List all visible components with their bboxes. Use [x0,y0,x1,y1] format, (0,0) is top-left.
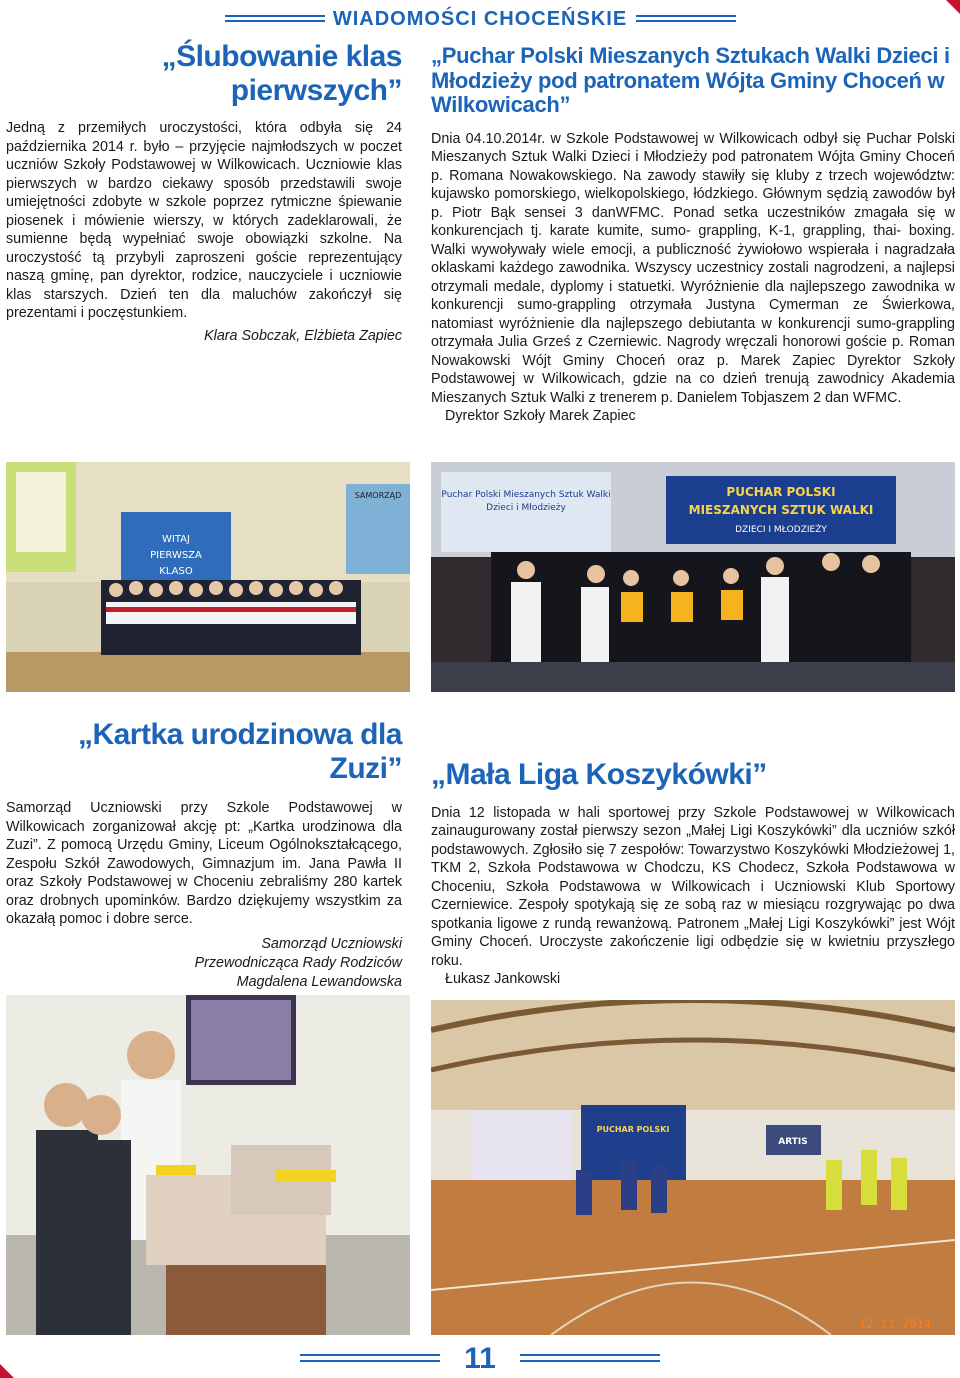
photo-basketball-hall [431,1000,955,1335]
banner-text: KLASO [159,566,193,577]
article-signature: Dyrektor Szkoły Marek Zapiec [445,408,636,425]
banner-text: MIESZANYCH SZTUK WALKI [688,503,874,517]
banner-text: DZIECI I MŁODZIEŻY [735,525,827,535]
page-header [0,6,960,34]
article-body: Jedną z przemiłych uroczystości, która odbyła się 24 października 2014 r. było – przyjęcie najmłodszych w poczet uczniów Szkoły Podstawowej w Wilkowicach. Uczniowie klas pierwszych w bardzo ciekawy sposób przedstawili swoje umiejętności zdobyte w szkole poprzez rytmiczne śpiewanie piosenek i mówienie wierszy, w których zadeklarowali, że sumienne będą wypełniać swoje obowiązki szkolne. Na uroczystość tą przybyli zaproszeni goście reprezentujący naszą gminę, pan dyrektor, rodzice, nauczyciele i uczniowie klas starszych. Dzień ten dla maluchów zakończył się prezentami i poczęstunkiem. [6,120,402,322]
article-title: „Ślubowanie klas pierwszych” [161,40,402,107]
article-mala-liga-koszykowki [431,758,955,989]
article-signature: Łukasz Jankowski [445,971,561,988]
banner-text: PIERWSZA [150,550,202,561]
banner-text: Dzieci i Młodzieży [486,503,566,513]
article-signature: Magdalena Lewandowska [236,973,402,990]
banner-text: PUCHAR POLSKI [726,485,836,499]
article-signature: Przewodnicząca Rady Rodziców [194,954,402,971]
banner-text: PUCHAR POLSKI [596,1125,670,1134]
photo-birthday-gifts [6,995,410,1335]
article-body: Dnia 04.10.2014r. w Szkole Podstawowej w Wilkowicach odbył się Puchar Polski Mieszanych Sztuk Walki Dzieci i Młodzieży pod patronatem Wójta Gminy Choceń p. Romana Nowakowskiego. Na zawody stawiły się kluby z trzech województw: kujawsko pomorskiego, wielkopolskiego, łódzkiego. Głównym sędzią zawodów był p. Piotr Bąk sensei 3 danWFMC. Ponad setka uczestników zmagała się w konkurencjach tj. karate kumite, sumo- grappling, K-1, grappling, thai- boxing. Walki wywoływały wiele emocji, a publiczność żywiołowo wspierała i nagradzała oklaskami każdego zawodnika. Wszyscy uczestnicy zostali nagrodzeni, a najlepsi otrzymali medale, dyplomy i statuetki. Wyróżnienie dla najlepszego zawodnika w konkurencji sumo-grappling otrzymała Justyna Cymerman ze Świerkowa, natomiast wyróżnienie dla najlepszego debiutanta w konkurencji sumo-grappling otrzymała Julia Grześ z Czerniewic. Nagrody wręczali honorowi goście p. Roman Nowakowski Wójt Gminy Choceń oraz p. Marek Zapiec Dyrektor Szkoły Podstawowej w Wilkowicach, gdzie na co dzień trenują zawodnicy Akademia Mieszanych Sztuk Walki z trenerem p. Danielem Tobjaszem 2 dan WFMC. [431,130,955,406]
article-puchar-polski [431,44,955,426]
article-slubowanie [6,40,402,346]
banner-text: Puchar Polski Mieszanych Sztuk Walki [441,490,611,500]
banner-text: WITAJ [162,534,190,545]
article-title: „Kartka urodzinowa dla Zuzi” [77,718,402,785]
corner-decoration [0,1364,14,1378]
magazine-title: WIADOMOŚCI CHOCEŃSKIE [332,8,628,30]
banner-text: ARTIS [778,1137,808,1147]
article-title: „Mała Liga Koszykówki” [431,758,767,791]
board-text: SAMORZĄD [354,491,402,500]
photo-martial-arts-group [431,462,955,692]
photo-first-class-ceremony [6,462,410,692]
article-signature: Samorząd Uczniowski [261,935,402,952]
article-body: Dnia 12 listopada w hali sportowej przy Szkole Podstawowej w Wilkowicach zainaugurowany został pierwszy sezon „Małej Ligi Koszykówki” dla uczniów szkół podstawowych. Zgłosiło się 7 zespołów: Towarzystwo Koszykówki Młodzieżowej 1, TKM 2, Szkoła Podstawowa w Chodczu, KS Chodecz, Szkoła Podstawowa w Choceniu, Szkoła Podstawowa w Wilkowicach i Uczniowski Klub Sportowy Czerniewice. Zespoły spotykają się ze sobą raz w miesiącu rozgrywając po dwa spotkania ligowe z rundą rewanżową. Patronem „Małej Ligi Koszykówki” jest Wójt Gminy Choceń. Uroczyste zakończenie ligi odbędzie się w kwietniu przyszłego roku. [431,804,955,969]
page-number: 11 [464,1342,496,1375]
article-signature: Klara Sobczak, Elżbieta Zapiec [204,327,402,344]
article-body: Samorząd Uczniowski przy Szkole Podstawowej w Wilkowicach zorganizował akcję pt: „Kartka urodzinowa dla Zuzi”. Z pomocą Urzędu Gminy, Liceum Ogólnokształcącego, Zespołu Szkół Zawodowych, Gimnazjum im. Jana Pawła II oraz Szkoły Podstawowej w Choceniu zebraliśmy 280 kartek oraz drobnych upominków. Bardzo dziękujemy wszystkim za okazałą pomoc i dobre serce. [6,800,402,928]
corner-decoration [946,0,960,14]
article-title: „Puchar Polski Mieszanych Sztukach Walki Dzieci i Młodzieży pod patronatem Wójta Gminy Choceń w Wilkowicach” [431,43,950,118]
date-stamp: 12 11 2014 [858,1317,931,1331]
article-kartka-urodzinowa [6,718,402,992]
